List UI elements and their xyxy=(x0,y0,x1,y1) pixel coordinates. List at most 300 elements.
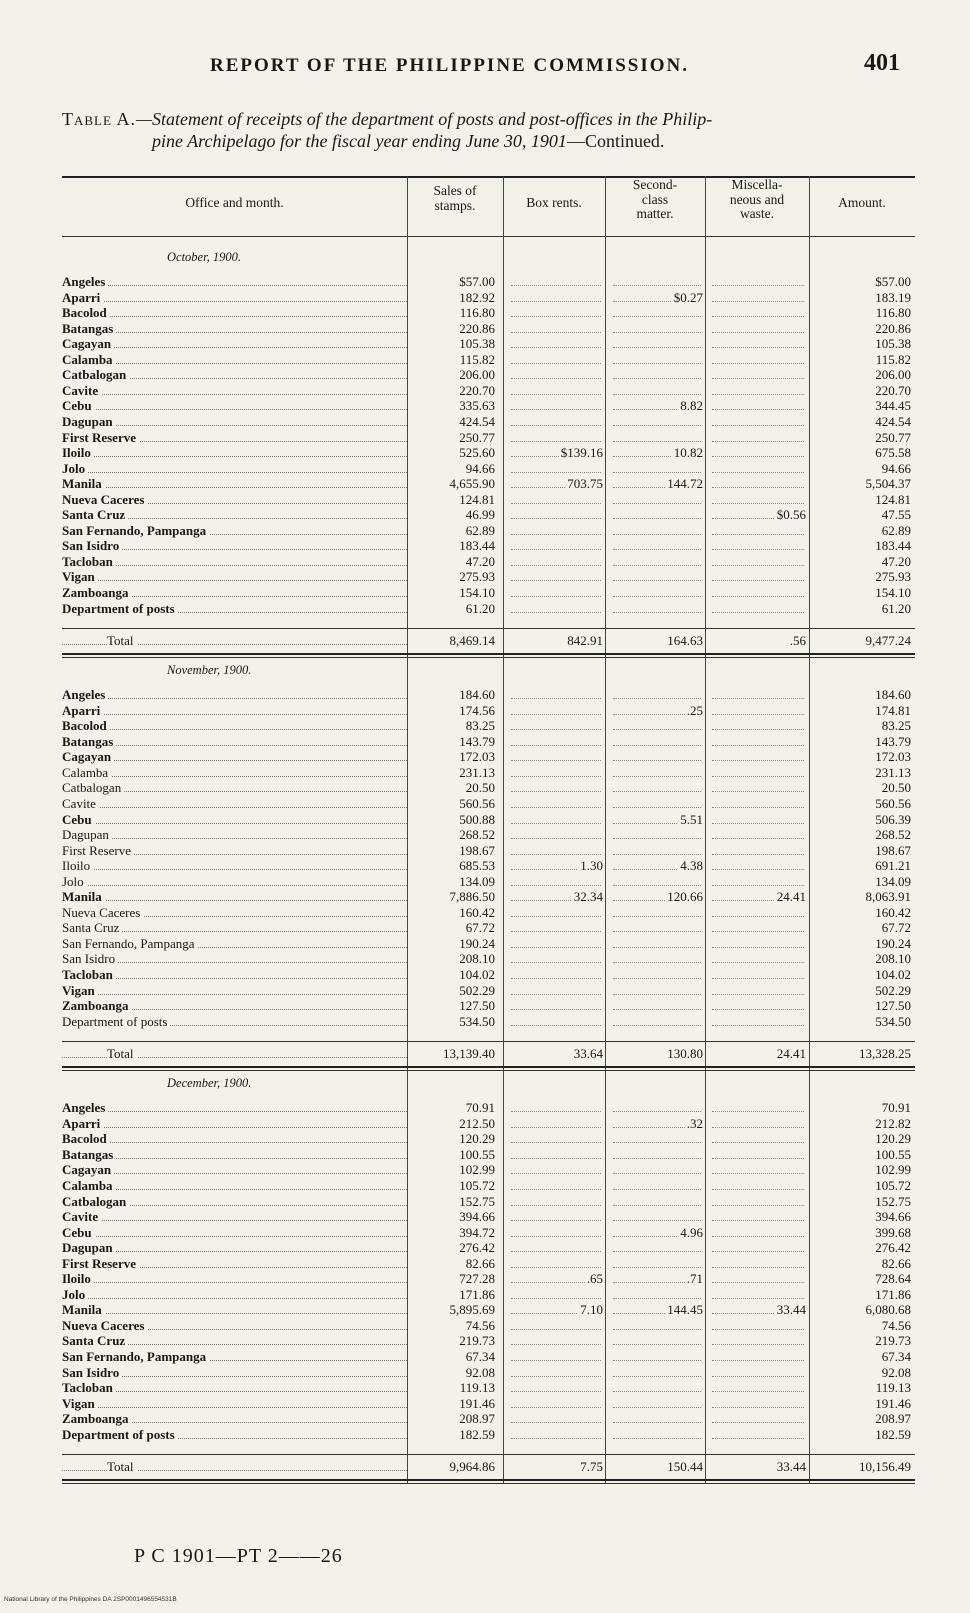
amount-cell: 116.80 xyxy=(875,305,911,321)
office-name: Jolo xyxy=(62,874,407,890)
sales-cell: 191.46 xyxy=(459,1395,495,1411)
second-class-cell xyxy=(613,321,703,337)
total-misc: 24.41 xyxy=(776,1046,806,1062)
table-row xyxy=(62,476,915,492)
col-amount-header: Amount. xyxy=(838,195,886,210)
amount-cell: 134.09 xyxy=(875,873,911,889)
office-name: Iloilo xyxy=(62,445,407,461)
table-row xyxy=(62,1302,915,1318)
box-rents-cell xyxy=(511,461,603,477)
second-class-cell xyxy=(613,1411,703,1427)
box-rents-cell xyxy=(511,585,603,601)
amount-cell: 231.13 xyxy=(875,764,911,780)
misc-cell xyxy=(712,718,806,734)
total-second-class: 164.63 xyxy=(667,633,703,649)
office-name: Tacloban xyxy=(62,1380,407,1396)
sales-cell: 174.56 xyxy=(459,702,495,718)
office-name: San Isidro xyxy=(62,1365,407,1381)
total-misc: .56 xyxy=(789,633,806,649)
sales-cell: 184.60 xyxy=(459,687,495,703)
box-rents-cell xyxy=(511,1333,603,1349)
table-row xyxy=(62,1116,915,1132)
sales-cell: 124.81 xyxy=(459,491,495,507)
caption-text-1: —Statement of receipts of the department of posts and post-offices in the Philip- xyxy=(135,109,713,129)
amount-cell: 560.56 xyxy=(875,795,911,811)
amount-cell: 506.39 xyxy=(875,811,911,827)
sales-cell: 4,655.90 xyxy=(449,476,495,492)
misc-cell xyxy=(712,585,806,601)
table-row xyxy=(62,523,915,539)
office-name: Jolo xyxy=(62,461,407,477)
sales-cell: 134.09 xyxy=(459,873,495,889)
amount-cell: 191.46 xyxy=(875,1395,911,1411)
box-rents-cell xyxy=(511,1178,603,1194)
amount-cell: 183.44 xyxy=(875,538,911,554)
amount-cell: 424.54 xyxy=(875,413,911,429)
second-class-cell xyxy=(613,274,703,290)
office-name: Batangas xyxy=(62,1147,407,1163)
second-class-cell xyxy=(613,780,703,796)
misc-cell xyxy=(712,1116,806,1132)
sales-cell: 105.72 xyxy=(459,1177,495,1193)
amount-cell: 160.42 xyxy=(875,904,911,920)
amount-cell: 152.75 xyxy=(875,1193,911,1209)
amount-cell: 119.13 xyxy=(875,1380,911,1396)
box-rents-cell: 32.34 xyxy=(511,889,603,905)
total-sales: 13,139.40 xyxy=(443,1046,495,1062)
amount-cell: 20.50 xyxy=(881,780,911,796)
amount-cell: 174.81 xyxy=(875,702,911,718)
box-rents-cell xyxy=(511,967,603,983)
table-row xyxy=(62,703,915,719)
office-name: Santa Cruz xyxy=(62,920,407,936)
second-class-cell xyxy=(613,554,703,570)
amount-cell: 208.97 xyxy=(875,1411,911,1427)
sales-cell: 70.91 xyxy=(465,1100,495,1116)
second-class-cell xyxy=(613,1178,703,1194)
second-class-cell xyxy=(613,936,703,952)
amount-cell: 61.20 xyxy=(881,600,911,616)
table-row xyxy=(62,812,915,828)
misc-cell xyxy=(712,1256,806,1272)
misc-cell xyxy=(712,1194,806,1210)
table-row xyxy=(62,983,915,999)
sales-cell: 83.25 xyxy=(465,718,495,734)
office-name: Vigan xyxy=(62,569,407,585)
table-row xyxy=(62,321,915,337)
sales-cell: 152.75 xyxy=(459,1193,495,1209)
misc-cell xyxy=(712,461,806,477)
second-class-cell xyxy=(613,1318,703,1334)
amount-cell: 47.55 xyxy=(881,507,911,523)
second-class-cell xyxy=(613,718,703,734)
second-class-cell xyxy=(613,920,703,936)
amount-cell: 220.70 xyxy=(875,382,911,398)
printer-signature: P C 1901—PT 2——26 xyxy=(134,1545,343,1567)
office-name: Zamboanga xyxy=(62,1411,407,1427)
total-rule xyxy=(62,1454,915,1455)
amount-cell: 8,063.91 xyxy=(865,889,911,905)
second-class-cell xyxy=(613,827,703,843)
second-class-cell xyxy=(613,538,703,554)
total-second-class: 130.80 xyxy=(667,1046,703,1062)
header-bottom-rule xyxy=(62,236,915,237)
misc-cell xyxy=(712,1131,806,1147)
caption-text-3: —Continued. xyxy=(566,131,665,151)
table-row xyxy=(62,1396,915,1412)
office-name: Nueva Caceres xyxy=(62,905,407,921)
sales-cell: 182.59 xyxy=(459,1426,495,1442)
office-name: First Reserve xyxy=(62,843,407,859)
misc-cell xyxy=(712,1396,806,1412)
page-number: 401 xyxy=(864,50,900,76)
office-name: Nueva Caceres xyxy=(62,1318,407,1334)
second-class-cell xyxy=(613,1380,703,1396)
sales-cell: 190.24 xyxy=(459,935,495,951)
caption-label: Table A. xyxy=(62,109,136,129)
section-end-rule xyxy=(62,653,915,655)
sales-cell: 105.38 xyxy=(459,336,495,352)
col-second-header: Second- class matter. xyxy=(632,177,678,221)
misc-cell xyxy=(712,1178,806,1194)
box-rents-cell xyxy=(511,983,603,999)
office-name: San Fernando, Pampanga xyxy=(62,936,407,952)
box-rents-cell xyxy=(511,718,603,734)
table-row xyxy=(62,1162,915,1178)
box-rents-cell xyxy=(511,998,603,1014)
office-name: Aparri xyxy=(62,1116,407,1132)
amount-cell: 92.08 xyxy=(881,1364,911,1380)
box-rents-cell xyxy=(511,936,603,952)
office-name: Catbalogan xyxy=(62,367,407,383)
misc-cell xyxy=(712,398,806,414)
office-name: Calamba xyxy=(62,352,407,368)
table-row xyxy=(62,967,915,983)
total-sales: 9,964.86 xyxy=(449,1459,495,1475)
table-row xyxy=(62,905,915,921)
table-row xyxy=(62,1318,915,1334)
misc-cell xyxy=(712,1240,806,1256)
box-rents-cell xyxy=(511,1365,603,1381)
sales-cell: 276.42 xyxy=(459,1240,495,1256)
sales-cell: 62.89 xyxy=(465,522,495,538)
sales-cell: 160.42 xyxy=(459,904,495,920)
office-name: Dagupan xyxy=(62,827,407,843)
table-row xyxy=(62,889,915,905)
misc-cell: 24.41 xyxy=(712,889,806,905)
box-rents-cell xyxy=(511,290,603,306)
second-class-cell xyxy=(613,1209,703,1225)
amount-cell: 206.00 xyxy=(875,367,911,383)
office-name: Department of posts xyxy=(62,601,407,617)
sales-cell: 198.67 xyxy=(459,842,495,858)
caption-text-2: pine Archipelago for the fiscal year ending June 30, 1901 xyxy=(152,131,567,151)
table-row xyxy=(62,1333,915,1349)
misc-cell xyxy=(712,492,806,508)
office-name: Manila xyxy=(62,889,407,905)
misc-cell xyxy=(712,1349,806,1365)
second-class-cell: .32 xyxy=(613,1116,703,1132)
table-row xyxy=(62,1256,915,1272)
office-name: Cebu xyxy=(62,1225,407,1241)
office-name: Catbalogan xyxy=(62,1194,407,1210)
amount-cell: 182.59 xyxy=(875,1426,911,1442)
office-name: Cagayan xyxy=(62,1162,407,1178)
digitization-credit: National Library of the Philippines DA 2SP0001496554531B xyxy=(4,1596,177,1603)
amount-cell: 190.24 xyxy=(875,935,911,951)
section-title: November, 1900. xyxy=(167,663,252,678)
table-row xyxy=(62,461,915,477)
table-row xyxy=(62,383,915,399)
box-rents-cell xyxy=(511,1318,603,1334)
second-class-cell: 144.45 xyxy=(613,1302,703,1318)
misc-cell xyxy=(712,554,806,570)
sales-cell: 5,895.69 xyxy=(449,1302,495,1318)
second-class-cell xyxy=(613,523,703,539)
amount-cell: 102.99 xyxy=(875,1162,911,1178)
amount-cell: 534.50 xyxy=(875,1013,911,1029)
office-name: Angeles xyxy=(62,687,407,703)
table-row xyxy=(62,936,915,952)
misc-cell xyxy=(712,936,806,952)
second-class-cell xyxy=(613,1333,703,1349)
second-class-cell xyxy=(613,765,703,781)
amount-cell: 94.66 xyxy=(881,460,911,476)
amount-cell: 728.64 xyxy=(875,1271,911,1287)
table-caption xyxy=(62,108,922,152)
box-rents-cell xyxy=(511,920,603,936)
sales-cell: 74.56 xyxy=(465,1317,495,1333)
amount-cell: 67.72 xyxy=(881,920,911,936)
table-row xyxy=(62,367,915,383)
misc-cell xyxy=(712,843,806,859)
office-name: San Isidro xyxy=(62,538,407,554)
office-name: Tacloban xyxy=(62,554,407,570)
sales-cell: 7,886.50 xyxy=(449,889,495,905)
box-rents-cell xyxy=(511,367,603,383)
amount-cell: 124.81 xyxy=(875,491,911,507)
box-rents-cell xyxy=(511,1240,603,1256)
table-row xyxy=(62,998,915,1014)
sales-cell: 171.86 xyxy=(459,1286,495,1302)
second-class-cell xyxy=(613,1162,703,1178)
amount-cell: 268.52 xyxy=(875,827,911,843)
second-class-cell xyxy=(613,1147,703,1163)
second-class-cell xyxy=(613,796,703,812)
sales-cell: 534.50 xyxy=(459,1013,495,1029)
misc-cell xyxy=(712,1318,806,1334)
office-name: Cagayan xyxy=(62,749,407,765)
misc-cell xyxy=(712,1014,806,1030)
table-row xyxy=(62,569,915,585)
running-header-title: REPORT OF THE PHILIPPINE COMMISSION. xyxy=(210,55,690,76)
table-row xyxy=(62,1178,915,1194)
table-row xyxy=(62,336,915,352)
second-class-cell xyxy=(613,461,703,477)
misc-cell xyxy=(712,321,806,337)
box-rents-cell xyxy=(511,1380,603,1396)
sales-cell: 92.08 xyxy=(465,1364,495,1380)
box-rents-cell xyxy=(511,1396,603,1412)
box-rents-cell xyxy=(511,1014,603,1030)
amount-cell: 154.10 xyxy=(875,585,911,600)
second-class-cell xyxy=(613,998,703,1014)
box-rents-cell xyxy=(511,336,603,352)
office-name: Angeles xyxy=(62,274,407,290)
box-rents-cell xyxy=(511,749,603,765)
sales-cell: 335.63 xyxy=(459,398,495,414)
sales-cell: 182.92 xyxy=(459,289,495,305)
total-row xyxy=(62,633,915,649)
amount-cell: 172.03 xyxy=(875,749,911,765)
table-row xyxy=(62,874,915,890)
table-row xyxy=(62,765,915,781)
amount-cell: 394.66 xyxy=(875,1209,911,1225)
table-row xyxy=(62,585,915,601)
box-rents-cell xyxy=(511,398,603,414)
second-class-cell xyxy=(613,352,703,368)
misc-cell xyxy=(712,538,806,554)
office-name: First Reserve xyxy=(62,430,407,446)
sales-cell: 67.72 xyxy=(465,920,495,936)
misc-cell xyxy=(712,367,806,383)
misc-cell xyxy=(712,1100,806,1116)
amount-cell: 276.42 xyxy=(875,1240,911,1256)
office-name: San Isidro xyxy=(62,951,407,967)
amount-cell: 70.91 xyxy=(881,1100,911,1116)
second-class-cell: 5.51 xyxy=(613,812,703,828)
box-rents-cell xyxy=(511,554,603,570)
office-name: Santa Cruz xyxy=(62,507,407,523)
amount-cell: 83.25 xyxy=(881,718,911,734)
misc-cell xyxy=(712,569,806,585)
second-class-cell xyxy=(613,383,703,399)
second-class-cell xyxy=(613,1240,703,1256)
table-row xyxy=(62,1411,915,1427)
office-name: Manila xyxy=(62,1302,407,1318)
sales-cell: 424.54 xyxy=(459,413,495,429)
second-class-cell: 144.72 xyxy=(613,476,703,492)
total-row xyxy=(62,1459,915,1475)
sales-cell: 208.10 xyxy=(459,951,495,967)
misc-cell xyxy=(712,1209,806,1225)
table-row xyxy=(62,430,915,446)
total-misc: 33.44 xyxy=(776,1459,806,1475)
amount-cell: 104.02 xyxy=(875,967,911,982)
section-end-rule-thin xyxy=(62,657,915,658)
misc-cell: 33.44 xyxy=(712,1302,806,1318)
section-title: October, 1900. xyxy=(167,250,241,264)
section-title: December, 1900. xyxy=(167,1076,252,1091)
box-rents-cell xyxy=(511,1194,603,1210)
box-rents-cell xyxy=(511,430,603,446)
second-class-cell xyxy=(613,305,703,321)
office-name: Bacolod xyxy=(62,305,407,321)
box-rents-cell: $139.16 xyxy=(511,445,603,461)
amount-cell: 399.68 xyxy=(875,1224,911,1240)
sales-cell: 231.13 xyxy=(459,764,495,780)
office-name: Calamba xyxy=(62,765,407,781)
table-row xyxy=(62,290,915,306)
table-row xyxy=(62,1365,915,1381)
second-class-cell xyxy=(613,687,703,703)
table-row xyxy=(62,687,915,703)
second-class-cell xyxy=(613,1100,703,1116)
box-rents-cell xyxy=(511,383,603,399)
total-box-rents: 842.91 xyxy=(567,633,603,649)
sales-cell: 208.97 xyxy=(459,1411,495,1427)
second-class-cell xyxy=(613,492,703,508)
box-rents-cell xyxy=(511,1427,603,1443)
misc-cell xyxy=(712,920,806,936)
amount-cell: 171.86 xyxy=(875,1286,911,1302)
misc-cell xyxy=(712,1271,806,1287)
box-rents-cell xyxy=(511,1287,603,1303)
table-row xyxy=(62,1147,915,1163)
section-end-rule xyxy=(62,1479,915,1481)
table-row xyxy=(62,274,915,290)
box-rents-cell xyxy=(511,1209,603,1225)
sales-cell: 727.28 xyxy=(459,1271,495,1287)
amount-cell: 115.82 xyxy=(875,351,911,367)
box-rents-cell xyxy=(511,951,603,967)
box-rents-cell xyxy=(511,414,603,430)
misc-cell xyxy=(712,827,806,843)
office-name: Batangas xyxy=(62,734,407,750)
office-name: San Fernando, Pampanga xyxy=(62,1349,407,1365)
second-class-cell: $0.27 xyxy=(613,290,703,306)
office-name: Iloilo xyxy=(62,858,407,874)
table-row xyxy=(62,1240,915,1256)
office-name: Cebu xyxy=(62,398,407,414)
amount-cell: 100.55 xyxy=(875,1146,911,1162)
amount-cell: 74.56 xyxy=(881,1317,911,1333)
sales-cell: 127.50 xyxy=(459,998,495,1014)
second-class-cell xyxy=(613,1396,703,1412)
table-row xyxy=(62,398,915,414)
box-rents-cell xyxy=(511,1131,603,1147)
amount-cell: 6,080.68 xyxy=(865,1302,911,1318)
misc-cell xyxy=(712,523,806,539)
table-row xyxy=(62,554,915,570)
table-row xyxy=(62,305,915,321)
table-row xyxy=(62,1014,915,1030)
amount-cell: 120.29 xyxy=(875,1131,911,1147)
total-box-rents: 7.75 xyxy=(580,1459,603,1475)
office-name: Dagupan xyxy=(62,414,407,430)
sales-cell: 120.29 xyxy=(459,1131,495,1147)
amount-cell: 198.67 xyxy=(875,842,911,858)
office-name: Aparri xyxy=(62,290,407,306)
sales-cell: 275.93 xyxy=(459,569,495,585)
second-class-cell xyxy=(613,951,703,967)
second-class-cell xyxy=(613,874,703,890)
second-class-cell: 4.96 xyxy=(613,1225,703,1241)
table-row xyxy=(62,858,915,874)
col-box-header: Box rents. xyxy=(526,195,582,210)
misc-cell xyxy=(712,998,806,1014)
second-class-cell xyxy=(613,983,703,999)
table-row xyxy=(62,601,915,617)
misc-cell xyxy=(712,1333,806,1349)
sales-cell: 685.53 xyxy=(459,858,495,874)
amount-cell: 67.34 xyxy=(881,1349,911,1364)
office-name: Department of posts xyxy=(62,1427,407,1443)
sales-cell: 172.03 xyxy=(459,749,495,765)
total-amount: 13,328.25 xyxy=(859,1046,911,1062)
sales-cell: 61.20 xyxy=(465,600,495,616)
section-end-rule xyxy=(62,1066,915,1068)
